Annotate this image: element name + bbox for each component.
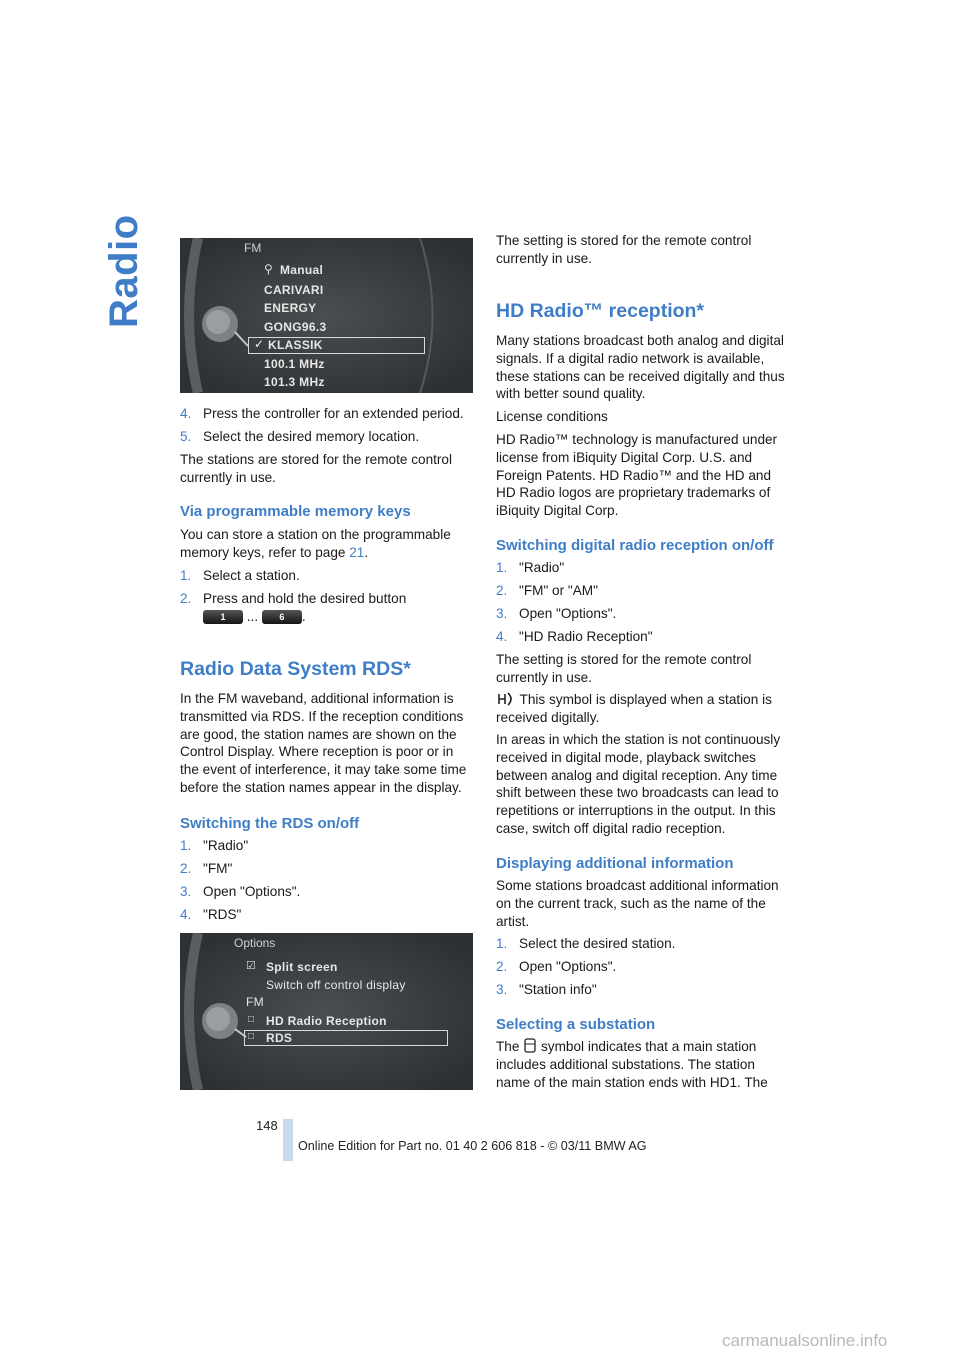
switch-step-1: 1. "Radio" — [180, 838, 249, 853]
hd-paragraph: Many stations broadcast both analog and digital signals. If a digital radio network is available, these stations can be received digitally and thus with better sound quality. — [496, 333, 785, 402]
option-switch-off-display: Switch off control display — [266, 978, 406, 992]
option-hd-radio: HD Radio Reception — [266, 1014, 387, 1028]
digital-reception-heading: Switching digital radio reception on/off — [496, 537, 774, 554]
switch-rds-heading: Switching the RDS on/off — [180, 815, 360, 832]
via-paragraph: You can store a station on the programmable memory keys, refer to page 21. — [180, 527, 451, 560]
hd-radio-heading: HD Radio™ reception* — [496, 300, 705, 322]
footer-accent-bar — [283, 1119, 293, 1161]
right-stored-paragraph: The setting is stored for the remote control currently in use. — [496, 233, 752, 266]
via-step-2: 2. Press and hold the desired button — [180, 591, 407, 606]
digital-step-2: 2. "FM" or "AM" — [496, 583, 598, 598]
symbol-paragraph: This symbol is displayed when a station is received digitally. — [496, 692, 772, 725]
watermark-text: carmanualsonline.info — [722, 1331, 888, 1350]
check-icon: ✓ — [254, 337, 265, 351]
fm-item-1001: 100.1 MHz — [264, 357, 325, 371]
fm-item-carivari: CARIVARI — [264, 283, 324, 297]
display-step-3: 3. "Station info" — [496, 982, 597, 997]
switch-step-4: 4. "RDS" — [180, 907, 242, 922]
display-step-1: 1. Select the desired station. — [496, 936, 676, 951]
display-paragraph: Some stations broadcast additional information on the current track, such as the name of the artist. — [496, 878, 779, 929]
areas-paragraph: In areas in which the station is not continuously received in digital mode, playback switches between analog and digital reception. Any time shift between these two broadcasts can lead to repetitions or interruptions in the output. In this case, switch off digital radio reception. — [496, 732, 781, 836]
fm-screen-header: FM — [244, 241, 262, 255]
checkbox-empty-icon: □ — [248, 1014, 255, 1025]
fm-item-klassik: KLASSIK — [268, 338, 323, 352]
footer-edition-text: Online Edition for Part no. 01 40 2 606 818 - © 03/11 BMW AG — [298, 1139, 647, 1153]
search-icon: ⚲ — [264, 262, 273, 276]
rds-paragraph: In the FM waveband, additional information is transmitted via RDS. If the reception conditions are good, the station names are shown on the Control Display. Where reception is poor or in the event of interference, it may take some time before the station names appear in the display. — [180, 691, 467, 795]
fm-screen-bg — [180, 238, 473, 393]
memory-key-separator: ... — [246, 609, 259, 624]
digital-step-4: 4. "HD Radio Reception" — [496, 629, 653, 644]
digital-step-1: 1. "Radio" — [496, 560, 565, 575]
step-5: 5. Select the desired memory location. — [180, 429, 420, 444]
options-screen-bg — [180, 933, 473, 1090]
via-memory-keys-heading: Via programmable memory keys — [180, 503, 411, 520]
option-rds: RDS — [266, 1031, 293, 1045]
display-step-2: 2. Open "Options". — [496, 959, 617, 974]
fm-item-manual: Manual — [280, 263, 324, 277]
switch-step-3: 3. Open "Options". — [180, 884, 301, 899]
chapter-title-text: Radio — [102, 214, 146, 328]
page-number: 148 — [256, 1118, 278, 1133]
digital-step-3: 3. Open "Options". — [496, 606, 617, 621]
memory-keys-row: 1 ... 6 . — [203, 608, 498, 626]
fm-screen-image — [180, 238, 473, 393]
fm-item-gong: GONG96.3 — [264, 320, 327, 334]
page-21-link[interactable]: 21 — [349, 544, 365, 560]
substation-heading: Selecting a substation — [496, 1016, 656, 1033]
options-fm-label: FM — [246, 995, 264, 1009]
chapter-side-title — [102, 214, 164, 328]
license-label: License conditions — [496, 409, 608, 424]
license-paragraph: HD Radio™ technology is manufactured under license from iBiquity Digital Corp. U.S. and Foreign Patents. HD Radio™ and the HD and HD Radio logos are proprietary trademarks of iBiquity Digital Corp. — [496, 432, 778, 519]
substation-symbol-icon — [523, 1038, 537, 1053]
options-screen-image — [180, 933, 473, 1090]
checkbox-rds-icon: □ — [248, 1031, 255, 1042]
memory-key-1-icon: 1 — [203, 610, 243, 624]
via-step-1: 1. Select a station. — [180, 568, 300, 583]
display-info-heading: Displaying additional information — [496, 855, 734, 872]
memory-key-6-icon: 6 — [262, 610, 302, 624]
fm-item-1013: 101.3 MHz — [264, 375, 325, 389]
step-4: 4. Press the controller for an extended period. — [180, 406, 464, 421]
switch-step-2: 2. "FM" — [180, 861, 233, 876]
substation-paragraph: The symbol indicates that a main station includes additional substations. The station name of the main station ends with HD1. The — [496, 1039, 768, 1090]
options-screen-header: Options — [234, 936, 276, 950]
fm-item-energy: ENERGY — [264, 301, 317, 315]
option-split-screen: Split screen — [266, 960, 338, 974]
stored-paragraph: The stations are stored for the remote control currently in use. — [180, 452, 453, 485]
hd-digital-symbol-icon — [496, 692, 516, 706]
rds-heading: Radio Data System RDS* — [180, 658, 411, 680]
digital-stored-paragraph: The setting is stored for the remote control currently in use. — [496, 652, 752, 685]
checkbox-checked-icon: ☑ — [246, 960, 256, 972]
